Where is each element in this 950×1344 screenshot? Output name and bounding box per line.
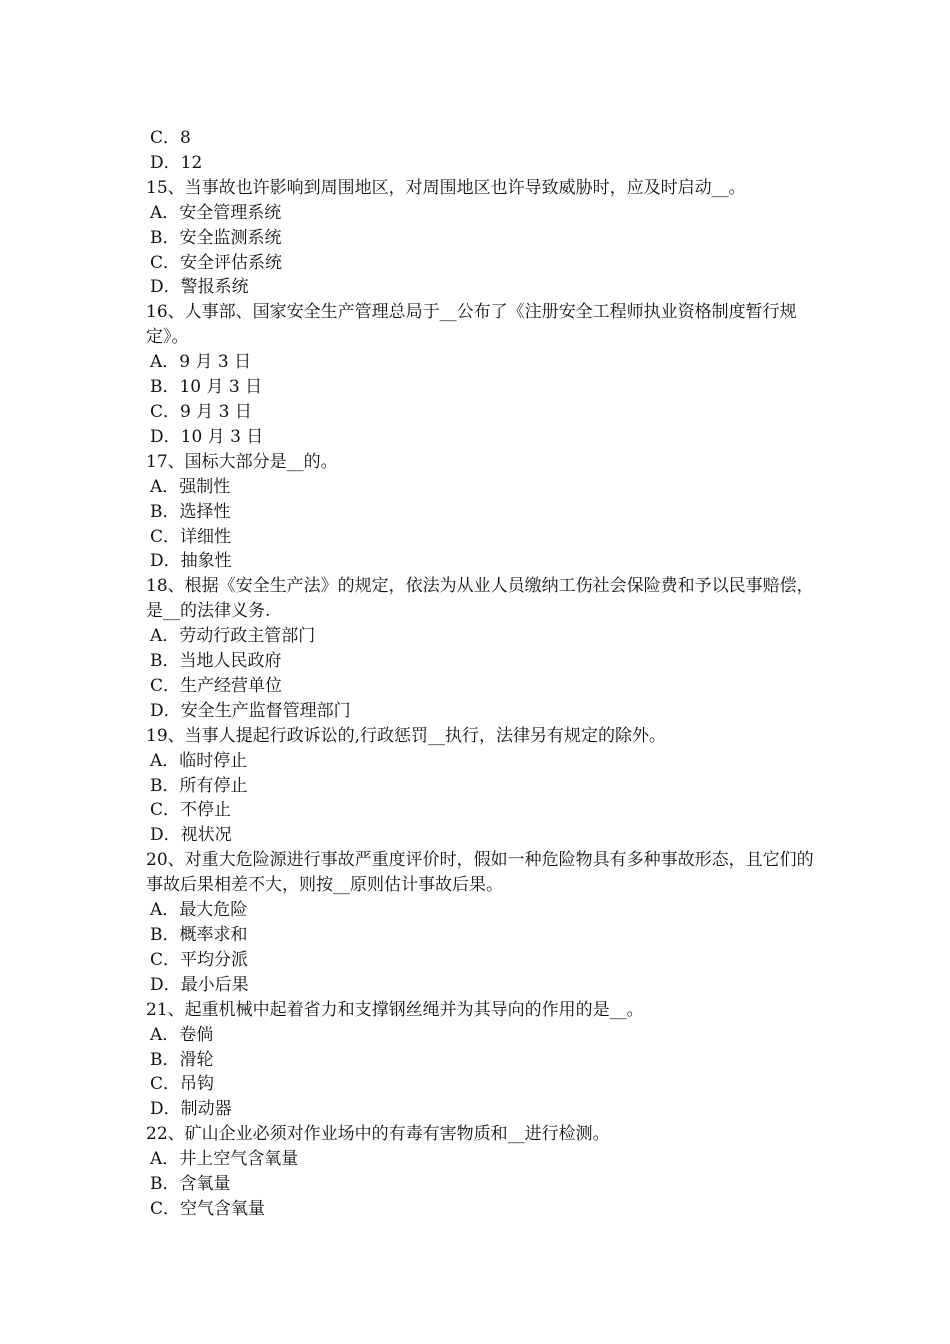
option-a: A．临时停止 <box>150 750 248 771</box>
option-d: D．安全生产监督管理部门 <box>150 700 351 721</box>
option-c: C．空气含氧量 <box>150 1198 266 1219</box>
question-22 <box>146 1122 826 1222</box>
question-list <box>146 126 826 1222</box>
question-20 <box>146 848 826 997</box>
option-c: C．不停止 <box>150 800 232 821</box>
question-text: 22、矿山企业必须对作业场中的有毒有害物质和__进行检测。 <box>146 1124 610 1145</box>
question-text: 19、当事人提起行政诉讼的,行政惩罚__执行，法律另有规定的除外。 <box>146 725 667 746</box>
option-d: D．12 <box>150 152 203 173</box>
option-b: B．含氧量 <box>150 1174 231 1195</box>
option-a: A．9 月 3 日 <box>150 352 252 373</box>
question-16 <box>146 300 826 449</box>
option-b: B．所有停止 <box>150 775 248 796</box>
option-d: D．视状况 <box>150 825 232 846</box>
question-text: 17、国标大部分是__的。 <box>146 451 338 472</box>
option-d: D．制动器 <box>150 1099 232 1120</box>
option-b: B．安全监测系统 <box>150 227 282 248</box>
option-c: C．平均分派 <box>150 949 249 970</box>
option-a: A．安全管理系统 <box>150 202 282 223</box>
option-a: A．劳动行政主管部门 <box>150 626 316 647</box>
option-c: C．详细性 <box>150 526 232 547</box>
question-text: 21、起重机械中起着省力和支撑钢丝绳并为其导向的作用的是__。 <box>146 999 644 1020</box>
option-a: A．强制性 <box>150 476 231 497</box>
option-a: A．井上空气含氧量 <box>150 1149 299 1170</box>
option-a: A．最大危险 <box>150 900 248 921</box>
option-c: C．吊钩 <box>150 1074 215 1095</box>
option-d: D．警报系统 <box>150 277 249 298</box>
option-c: C．生产经营单位 <box>150 675 283 696</box>
option-b: B．选择性 <box>150 501 231 522</box>
option-d: D．最小后果 <box>150 974 249 995</box>
option-d: D．10 月 3 日 <box>150 426 264 447</box>
option-a: A．卷倘 <box>150 1024 214 1045</box>
question-18 <box>146 574 826 723</box>
question-21 <box>146 998 826 1123</box>
option-c: C．安全评估系统 <box>150 252 283 273</box>
question-19 <box>146 724 826 849</box>
question-text: 16、人事部、国家安全生产管理总局于__公布了《注册安全工程师执业资格制度暂行规定》。 <box>146 302 797 348</box>
option-b: B．当地人民政府 <box>150 651 282 672</box>
option-b: B．概率求和 <box>150 925 248 945</box>
option-b: B．滑轮 <box>150 1049 214 1070</box>
question-text: 15、当事故也许影响到周围地区，对周围地区也许导致威胁时，应及时启动__。 <box>146 177 746 198</box>
option-c: C．8 <box>150 128 191 148</box>
question-text: 18、根据《安全生产法》的规定，依法为从业人员缴纳工伤社会保险费和予以民事赔偿，是__的法律义务. <box>146 576 814 622</box>
option-d: D．抽象性 <box>150 551 232 572</box>
question-17 <box>146 450 826 575</box>
question-text: 20、对重大危险源进行事故严重度评价时，假如一种危险物具有多种事故形态，且它们的事故后果相差不大，则按__原则估计事故后果。 <box>146 850 814 896</box>
option-b: B．10 月 3 日 <box>150 377 263 398</box>
question-15 <box>146 176 826 301</box>
option-c: C．9 月 3 日 <box>150 401 252 422</box>
